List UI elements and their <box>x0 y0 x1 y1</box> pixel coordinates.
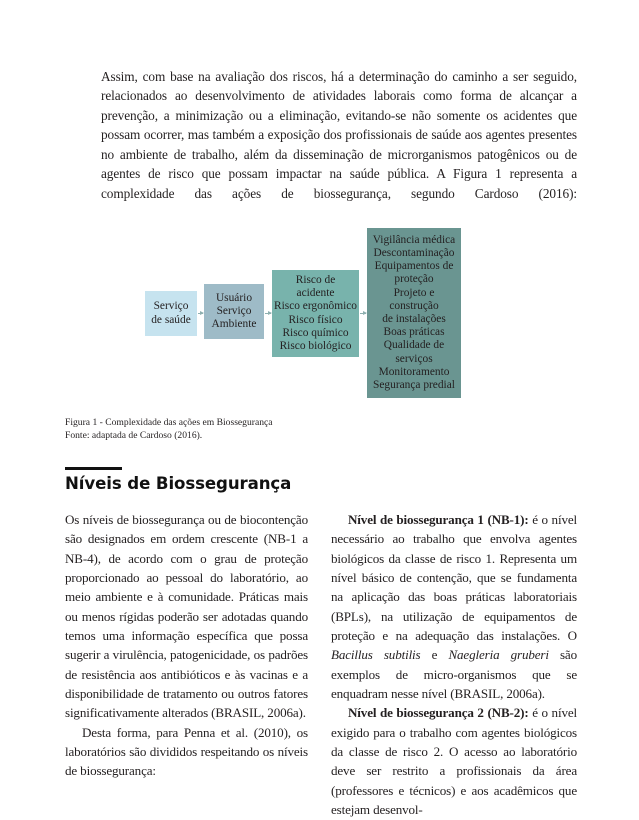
box-risks <box>272 270 359 357</box>
box-line: Usuário <box>215 291 253 304</box>
box-lines <box>212 292 257 332</box>
box-line: Segurança predial <box>373 379 455 392</box>
box-line: Equipamentos de <box>374 260 454 273</box>
paragraph-nb1 <box>331 510 577 703</box>
box-line: Risco ergonômico <box>274 300 357 313</box>
box-line: Risco químico <box>282 326 349 339</box>
section-heading: Níveis de Biossegurança <box>65 474 292 493</box>
left-column <box>65 510 308 781</box>
box-lines <box>151 300 191 326</box>
nb1-title: Nível de biossegurança 1 (NB-1): <box>348 512 529 527</box>
box-line: Serviço <box>216 304 252 317</box>
box-lines <box>373 234 456 392</box>
nb1-text: é o nível necessário ao trabalho que envolva agentes biológicos da classe de risco 1. Representa um nível básico de contenção, que se fundamenta na aplicação das boas práticas laboratoriais (BPLs), na utilização de equipamentos de proteção e na adequação das instalações. O <box>331 512 577 644</box>
figure-caption <box>65 416 273 442</box>
arrow-icon <box>198 313 203 314</box>
paragraph-nb2 <box>331 703 577 819</box>
box-line: Qualidade de <box>383 339 445 352</box>
box-line: de instalações <box>382 313 446 325</box>
box-line: serviços <box>395 352 433 365</box>
box-line: Ambiente <box>211 318 257 331</box>
intro-paragraph: Assim, com base na avaliação dos riscos, há a determinação do caminho a ser seguido, relacionados ao desenvolvimento de atividades laborais como forma de alcançar a prevenção, a minimização ou a eliminação, evitando-se não somente os acidentes que possam ocorrer, mas também a exposição dos profissionais de saúde aos agentes presentes no ambiente de trabalho, além da disseminação de microrganismos patogênicos ou de agentes de risco que possam impactar na saúde pública. A Figura 1 representa a complexidade das ações de biossegurança, segundo Cardoso (2016): <box>101 69 577 201</box>
box-line: acidente <box>296 287 335 300</box>
box-health-service <box>145 291 197 336</box>
box-lines <box>274 274 357 353</box>
box-biosafety-actions <box>367 228 461 398</box>
box-line: Projeto e <box>393 286 435 299</box>
box-line: Boas práticas <box>383 326 445 339</box>
box-user-service-environment <box>204 284 264 339</box>
paragraph-levels-intro: Os níveis de biossegurança ou de biocontenção são designados em ordem crescente (NB-1 a NB-4), de acordo com o grau de proteção proporcionado ao pessoal do laboratório, ao meio ambiente e à comunidade. Práticas mais ou menos rígidas poderão ser adotadas quando temos uma informação específica que possa sugerir a virulência, patogenicidade, os padrões de resistência aos antibióticos e às vacinas e a disponibilidade de tratamento ou outros fatores significativamente alterados (BRASIL, 2006a). <box>65 512 308 721</box>
caption-title: Figura 1 - Complexidade das ações em Biossegurança <box>65 417 273 428</box>
box-line: proteção <box>394 273 434 286</box>
box-line: Monitoramento <box>378 365 450 378</box>
species-naegleria: Naegleria gruberi <box>448 647 549 663</box>
species-bacillus: Bacillus subtilis <box>331 647 421 663</box>
paragraph-penna: Desta forma, para Penna et al. (2010), os laboratórios são divididos respeitando os níveis de biossegurança: <box>65 724 308 779</box>
arrow-icon <box>360 313 366 314</box>
box-line: Descontaminação <box>373 246 455 259</box>
right-column <box>331 510 577 820</box>
box-line: Risco físico <box>288 313 343 326</box>
box-line: Serviço <box>153 300 189 313</box>
nb1-text-end: são exemplos de micro-organismos que se enquadram nesse nível (BRASIL, 2006a). <box>331 647 577 702</box>
nb2-text: é o nível exigido para o trabalho com agentes biológicos da classe de risco 2. O acesso ao laboratório deve ser restrito a profissionais da área (professores e técnicos) e aos acadêmicos que estejam desenvol- <box>331 705 577 818</box>
nb1-and: e <box>420 647 449 663</box>
box-line: construção <box>389 299 439 312</box>
box-line: Risco biológico <box>279 339 352 352</box>
box-line: Vigilância médica <box>372 233 456 246</box>
nb2-title: Nível de biossegurança 2 (NB-2): <box>348 705 529 721</box>
caption-source: Fonte: adaptada de Cardoso (2016). <box>65 430 203 441</box>
heading-rule <box>65 467 122 470</box>
box-line: Risco de <box>295 273 336 286</box>
arrow-icon <box>265 313 271 314</box>
box-line: de saúde <box>151 313 191 326</box>
